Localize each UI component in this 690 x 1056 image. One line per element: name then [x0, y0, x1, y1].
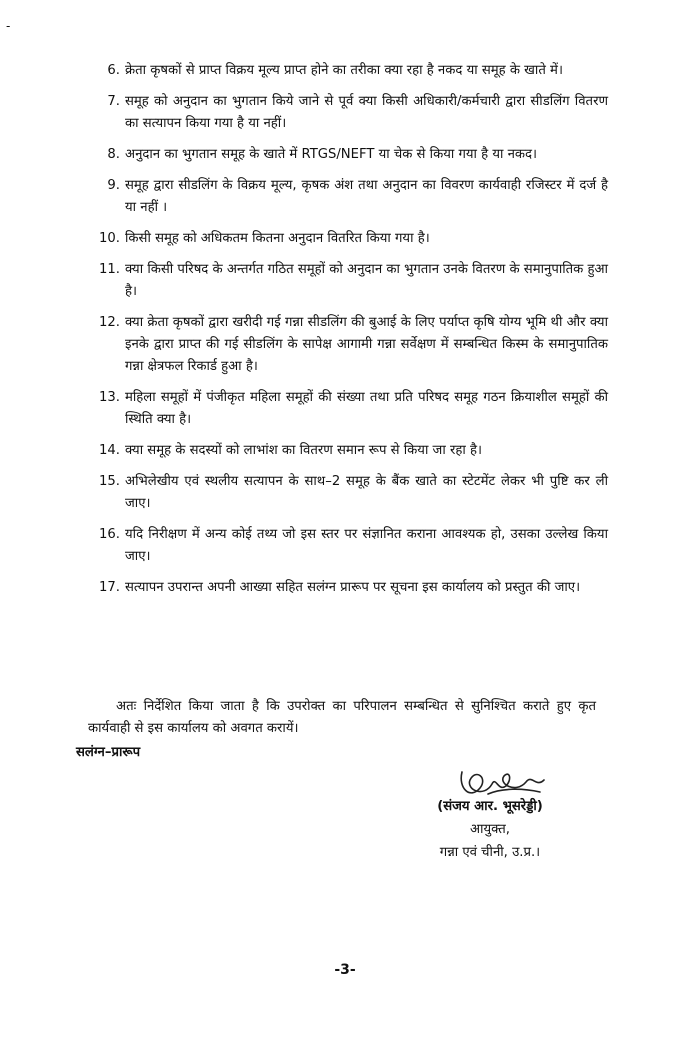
list-item: [88, 312, 608, 378]
item-number: 7.: [107, 94, 120, 109]
list-item: [88, 228, 608, 250]
item-text: अभिलेखीय एवं स्थलीय सत्यापन के साथ–2 समूह के बैंक खाते का स्टेटमेंट लेकर भी पुष्टि कर ली जाए।: [125, 474, 608, 511]
list-item: [88, 144, 608, 166]
signature-block: [395, 795, 585, 864]
signatory-designation: आयुक्त,: [470, 822, 510, 837]
list-item: [88, 259, 608, 303]
signatory-name: (संजय आर. भूसरेड्डी): [437, 799, 543, 814]
list-item: [88, 91, 608, 135]
item-text: समूह द्वारा सीडलिंग के विक्रय मूल्य, कृषक अंश तथा अनुदान का विवरण कार्यवाही रजिस्टर में दर्ज है या नहीं ।: [125, 178, 608, 215]
item-text: क्रेता कृषकों से प्राप्त विक्रय मूल्य प्राप्त होने का तरीका क्या रहा है नकद या समूह के खाते में।: [125, 63, 563, 78]
item-text: किसी समूह को अधिकतम कितना अनुदान वितरित किया गया है।: [125, 231, 430, 246]
item-number: 12.: [99, 315, 120, 330]
closing-paragraph: अतः निर्देशित किया जाता है कि उपरोक्त का परिपालन सम्बन्धित से सुनिश्चित कराते हुए कृत कार्यवाही से इस कार्यालय को अवगत करायें।: [88, 699, 596, 736]
item-number: 13.: [99, 390, 120, 405]
list-item: [88, 60, 608, 82]
item-text: यदि निरीक्षण में अन्य कोई तथ्य जो इस स्तर पर संज्ञानित कराना आवश्यक हो, उसका उल्लेख किया जाए।: [125, 527, 608, 564]
item-number: 14.: [99, 443, 120, 458]
page-number: -3-: [334, 962, 356, 978]
enclosure-label: सलंग्न–प्रारूप: [76, 745, 141, 760]
item-text: सत्यापन उपरान्त अपनी आख्या सहित सलंग्न प्रारूप पर सूचना इस कार्यालय को प्रस्तुत की जाए।: [125, 580, 581, 595]
item-number: 17.: [99, 580, 120, 595]
item-number: 11.: [99, 262, 120, 277]
item-number: 16.: [99, 527, 120, 542]
instruction-list: [88, 60, 608, 608]
item-number: 10.: [99, 231, 120, 246]
item-text: क्या किसी परिषद के अन्तर्गत गठित समूहों को अनुदान का भुगतान उनके वितरण के समानुपातिक हुआ है।: [125, 262, 608, 299]
list-item: [88, 577, 608, 599]
item-text: क्या समूह के सदस्यों को लाभांश का वितरण समान रूप से किया जा रहा है।: [125, 443, 482, 458]
item-text: क्या क्रेता कृषकों द्वारा खरीदी गई गन्ना सीडलिंग की बुआई के लिए पर्याप्त कृषि योग्य भूमि थी और क्या इनके द्वारा प्राप्त की गई सीडलिंग के सापेक्ष आगामी गन्ना सर्वेक्षण में सम्बन्धित किस्म के समानुपातिक गन्ना क्षेत्रफल रिकार्ड हुआ है।: [125, 315, 608, 374]
list-item: [88, 471, 608, 515]
item-text: अनुदान का भुगतान समूह के खाते में RTGS/NEFT या चेक से किया गया है या नकद।: [125, 147, 538, 162]
item-text: समूह को अनुदान का भुगतान किये जाने से पूर्व क्या किसी अधिकारी/कर्मचारी द्वारा सीडलिंग वितरण का सत्यापन किया गया है या नहीं।: [125, 94, 608, 131]
list-item: [88, 524, 608, 568]
item-number: 6.: [107, 63, 120, 78]
corner-mark: -: [6, 19, 11, 33]
item-number: 15.: [99, 474, 120, 489]
list-item: [88, 175, 608, 219]
list-item: [88, 440, 608, 462]
item-number: 9.: [107, 178, 120, 193]
item-text: महिला समूहों में पंजीकृत महिला समूहों की संख्या तथा प्रति परिषद समूह गठन क्रियाशील समूहों की स्थिति क्या है।: [125, 390, 608, 427]
list-item: [88, 387, 608, 431]
item-number: 8.: [107, 147, 120, 162]
signatory-office: गन्ना एवं चीनी, उ.प्र.।: [439, 845, 541, 860]
